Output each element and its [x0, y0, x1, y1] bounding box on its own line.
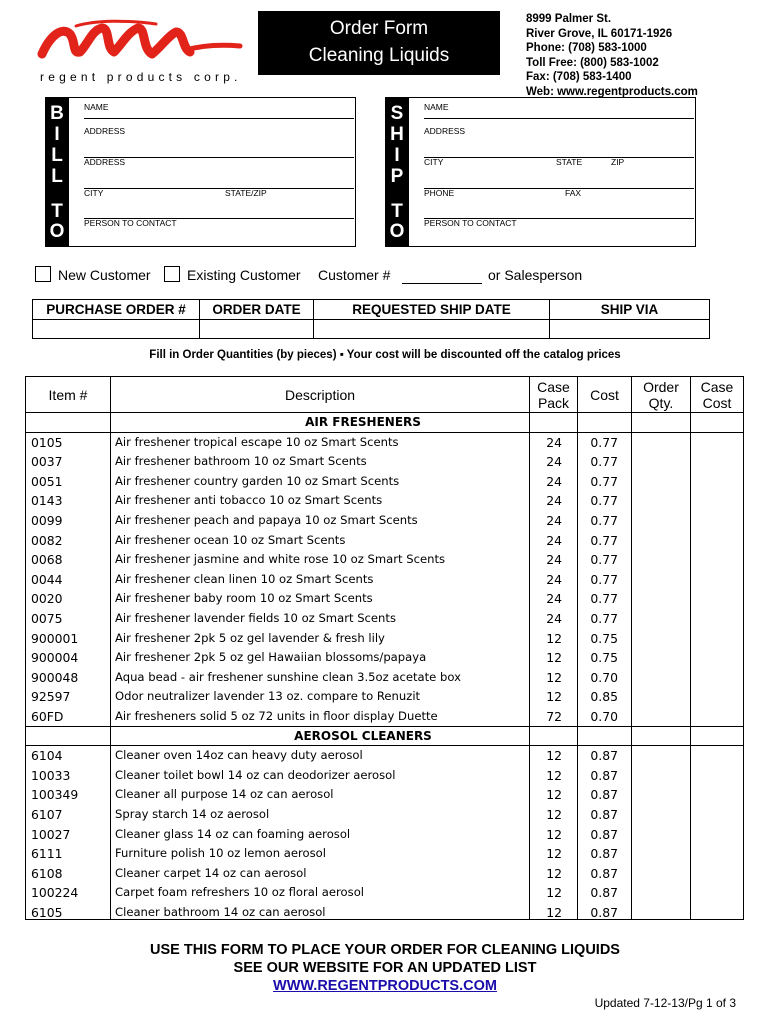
po-number-field[interactable]: [35, 321, 197, 337]
item-number: 0051: [31, 473, 63, 489]
item-description: Air freshener ocean 10 oz Smart Scents: [115, 532, 346, 547]
unit-cost: 0.70: [590, 669, 618, 685]
po-number-header: PURCHASE ORDER #: [33, 300, 199, 320]
salesperson-label: or Salesperson: [488, 267, 583, 283]
customer-number-field[interactable]: [402, 283, 482, 284]
bill-contact-label: PERSON TO CONTACT: [84, 218, 177, 228]
regent-logo-icon: [36, 14, 246, 70]
existing-customer-checkbox[interactable]: [164, 266, 180, 282]
order-qty-input[interactable]: [633, 708, 689, 725]
ship-name-label: NAME: [424, 102, 449, 112]
ship-phone-label: PHONE: [424, 188, 455, 198]
case-pack: 24: [546, 513, 562, 528]
case-pack-header-line1: Case: [537, 379, 570, 395]
table-row: [26, 785, 743, 805]
table-row: [26, 550, 743, 570]
item-description: Cleaner oven 14oz can heavy duty aerosol: [115, 748, 363, 763]
unit-cost: 0.87: [590, 826, 618, 842]
unit-cost: 0.77: [590, 611, 618, 626]
form-title-line1: Order Form: [329, 18, 429, 39]
table-row: [26, 844, 743, 864]
ship-letter: H: [390, 124, 404, 145]
unit-cost: 0.77: [590, 513, 618, 528]
ship-city-field[interactable]: [424, 188, 694, 189]
item-number: 0037: [31, 454, 63, 470]
requested-ship-date-field[interactable]: [316, 321, 547, 337]
table-row: [26, 668, 743, 688]
table-row: [26, 766, 743, 786]
bill-to-label: [45, 97, 69, 247]
case-pack: 12: [546, 767, 562, 783]
table-row: [26, 609, 743, 629]
item-description: Cleaner bathroom 14 oz can aerosol: [115, 905, 326, 919]
unit-cost: 0.85: [590, 689, 618, 705]
case-pack: 24: [546, 454, 562, 470]
order-qty-input[interactable]: [633, 590, 689, 607]
new-customer-label: New Customer: [58, 267, 151, 283]
item-number: 0082: [31, 532, 63, 548]
order-qty-input[interactable]: [633, 904, 689, 921]
case-pack: 12: [546, 905, 562, 920]
case-pack: 24: [546, 532, 562, 548]
bill-letter: L: [51, 145, 63, 166]
unit-cost: 0.75: [590, 630, 618, 646]
table-row: [26, 589, 743, 609]
order-qty-input[interactable]: [633, 492, 689, 509]
unit-cost: 0.77: [590, 532, 618, 548]
table-row: [26, 472, 743, 492]
item-description: Odor neutralizer lavender 13 oz. compare to Renuzit: [115, 689, 421, 704]
requested-ship-date-header: REQUESTED SHIP DATE: [314, 300, 549, 320]
customer-number-label: Customer #: [318, 267, 391, 283]
unit-cost: 0.75: [590, 650, 618, 666]
unit-cost: 0.77: [590, 571, 618, 587]
ship-to-label: [385, 97, 409, 247]
order-qty-input[interactable]: [633, 845, 689, 862]
case-pack: 12: [546, 826, 562, 842]
bill-address1-label: ADDRESS: [84, 126, 126, 136]
case-pack: 72: [546, 709, 562, 724]
table-row: [26, 746, 743, 766]
unit-cost: 0.87: [590, 748, 618, 764]
contact-address: 8999 Palmer St.: [526, 13, 612, 25]
case-pack: 12: [546, 689, 562, 705]
unit-cost: 0.77: [590, 434, 618, 450]
item-number: 900001: [31, 630, 79, 646]
item-number: 6111: [31, 846, 63, 862]
ship-via-field[interactable]: [552, 321, 707, 337]
unit-cost: 0.77: [590, 473, 618, 489]
order-qty-input[interactable]: [633, 865, 689, 882]
item-description: Air freshener baby room 10 oz Smart Scents: [115, 591, 373, 606]
footer-line1: USE THIS FORM TO PLACE YOUR ORDER FOR CLEANING LIQUIDS: [150, 942, 620, 958]
unit-cost: 0.87: [590, 885, 618, 901]
order-qty-input[interactable]: [633, 630, 689, 647]
updated-note: Updated 7-12-13/Pg 1 of 3: [594, 996, 736, 1010]
section-header: AEROSOL CLEANERS: [294, 728, 432, 743]
case-cost-header-line2: Cost: [702, 395, 732, 411]
item-number: 60FD: [31, 709, 64, 724]
ship-address-label: ADDRESS: [424, 126, 466, 136]
unit-cost: 0.87: [590, 787, 618, 803]
unit-cost: 0.87: [590, 767, 618, 783]
item-description: Air freshener country garden 10 oz Smart Scents: [115, 473, 400, 488]
order-qty-input[interactable]: [633, 786, 689, 803]
item-number: 0075: [31, 611, 63, 626]
bill-to-block: [69, 97, 356, 247]
unit-cost: 0.87: [590, 905, 618, 920]
item-description: Air freshener lavender fields 10 oz Smart Scents: [115, 611, 396, 625]
ship-zip-label: ZIP: [611, 157, 625, 167]
case-cost-header-line1: Case: [700, 379, 734, 395]
ship-to-block: [409, 97, 696, 247]
order-qty-input[interactable]: [633, 551, 689, 568]
existing-customer-label: Existing Customer: [187, 267, 301, 283]
cost-header: Cost: [590, 387, 619, 403]
item-description: Carpet foam refreshers 10 oz floral aerosol: [115, 885, 365, 900]
bill-address2-field[interactable]: [84, 188, 354, 189]
item-description: Air freshener peach and papaya 10 oz Smart Scents: [115, 513, 418, 527]
order-qty-input[interactable]: [633, 453, 689, 470]
new-customer-checkbox[interactable]: [35, 266, 51, 282]
ship-letter: O: [389, 221, 405, 242]
table-row: [26, 629, 743, 649]
ship-letter: I: [394, 145, 400, 166]
table-row: [26, 511, 743, 531]
bill-city-label: CITY: [84, 188, 104, 198]
item-number: 0099: [31, 513, 63, 528]
table-row: [26, 531, 743, 551]
contact-fax: Fax: (708) 583-1400: [526, 71, 632, 84]
item-description: Aqua bead - air freshener sunshine clean 3.5oz acetate box: [115, 669, 461, 684]
order-qty-input[interactable]: [633, 610, 689, 627]
case-cost-header: [691, 379, 743, 411]
case-pack: 12: [546, 787, 562, 803]
website-link[interactable]: WWW.REGENTPRODUCTS.COM: [273, 978, 497, 994]
ship-city-label: CITY: [424, 157, 444, 167]
case-pack: 12: [546, 846, 562, 862]
table-row: [26, 687, 743, 707]
order-qty-input[interactable]: [633, 473, 689, 490]
order-qty-input[interactable]: [633, 669, 689, 686]
item-number: 0044: [31, 571, 63, 587]
item-description: Cleaner toilet bowl 14 oz can deodorizer aerosol: [115, 767, 396, 782]
item-description: Air freshener 2pk 5 oz gel lavender & fresh lily: [115, 630, 385, 645]
item-number: 6108: [31, 865, 63, 881]
case-pack: 24: [546, 434, 562, 450]
contact-phone: Phone: (708) 583-1000: [526, 42, 647, 55]
case-pack: 12: [546, 807, 562, 822]
table-row: [26, 903, 743, 923]
order-qty-input[interactable]: [633, 806, 689, 823]
bill-state-zip-label: STATE/ZIP: [225, 188, 267, 198]
contact-web: Web: www.regentproducts.com: [526, 85, 698, 98]
order-qty-input[interactable]: [633, 434, 689, 451]
order-qty-input[interactable]: [633, 532, 689, 549]
unit-cost: 0.77: [590, 493, 618, 509]
item-description: Air freshener clean linen 10 oz Smart Scents: [115, 571, 374, 586]
case-pack: 12: [546, 865, 562, 881]
unit-cost: 0.77: [590, 591, 618, 607]
unit-cost: 0.87: [590, 846, 618, 862]
item-number: 900048: [31, 669, 79, 685]
order-qty-input[interactable]: [633, 747, 689, 764]
table-row: [26, 825, 743, 845]
case-pack: 24: [546, 473, 562, 489]
ship-letter: S: [390, 103, 404, 124]
unit-cost: 0.87: [590, 865, 618, 881]
item-number: 100224: [31, 885, 79, 901]
item-description: Air freshener anti tobacco 10 oz Smart Scents: [115, 493, 383, 508]
ship-fax-label: FAX: [565, 188, 582, 198]
case-pack-header: [530, 379, 577, 411]
item-description: Air freshener 2pk 5 oz gel Hawaiian blossoms/papaya: [115, 650, 427, 665]
order-qty-header-line2: Qty.: [648, 395, 674, 411]
case-pack: 24: [546, 591, 562, 607]
footer-line2: SEE OUR WEBSITE FOR AN UPDATED LIST: [233, 960, 537, 976]
bill-letter: O: [49, 221, 65, 242]
table-row: [26, 805, 743, 825]
case-pack: 24: [546, 571, 562, 587]
item-description: Air freshener tropical escape 10 oz Smart Scents: [115, 434, 399, 449]
item-number: 10033: [31, 767, 71, 783]
case-pack: 12: [546, 650, 562, 666]
fill-note: Fill in Order Quantities (by pieces) ▪ Your cost will be discounted off the catalog prices: [149, 349, 621, 361]
item-description: Cleaner carpet 14 oz can aerosol: [115, 865, 307, 880]
bill-name-field[interactable]: [84, 118, 354, 119]
unit-cost: 0.77: [590, 454, 618, 470]
table-row: [26, 864, 743, 884]
order-date-header: ORDER DATE: [200, 300, 313, 320]
order-qty-header: [632, 379, 690, 411]
ship-letter: T: [391, 201, 403, 222]
order-qty-input[interactable]: [633, 826, 689, 843]
case-pack: 24: [546, 611, 562, 626]
table-row: [26, 883, 743, 903]
contact-toll-free: Toll Free: (800) 583-1002: [526, 56, 659, 69]
ship-via-header: SHIP VIA: [550, 300, 709, 320]
item-number: 6104: [31, 748, 63, 764]
item-number: 100349: [31, 787, 79, 803]
ship-name-field[interactable]: [424, 118, 694, 119]
bill-letter: L: [51, 166, 63, 187]
case-pack: 12: [546, 748, 562, 764]
contact-city: River Grove, IL 60171-1926: [526, 27, 673, 40]
bill-address2-label: ADDRESS: [84, 157, 126, 167]
item-number: 900004: [31, 650, 79, 666]
order-qty-input[interactable]: [633, 688, 689, 705]
bill-letter: T: [51, 201, 63, 222]
table-row: [26, 452, 743, 472]
item-number: 0105: [31, 434, 63, 450]
item-number: 6107: [31, 807, 63, 822]
unit-cost: 0.70: [590, 709, 618, 724]
brand-name: regent products corp.: [40, 70, 242, 84]
form-title-line2: Cleaning Liquids: [308, 45, 450, 66]
unit-cost: 0.77: [590, 552, 618, 568]
purchase-order-table: [32, 299, 710, 339]
item-description: Air freshener jasmine and white rose 10 oz Smart Scents: [115, 552, 446, 567]
item-number-header: Item #: [48, 387, 88, 403]
case-pack: 12: [546, 885, 562, 901]
company-contact: [526, 12, 698, 100]
item-number: 6105: [31, 905, 63, 920]
ship-letter: P: [390, 166, 404, 187]
item-description: Air fresheners solid 5 oz 72 units in floor display Duette: [115, 709, 438, 723]
case-pack: 24: [546, 552, 562, 568]
order-qty-header-line1: Order: [643, 379, 679, 395]
bill-letter: I: [54, 124, 60, 145]
order-date-field[interactable]: [202, 321, 311, 337]
table-row: [26, 433, 743, 453]
item-number: 0143: [31, 493, 63, 509]
order-qty-input[interactable]: [633, 571, 689, 588]
items-table: [25, 376, 744, 920]
item-description: Cleaner all purpose 14 oz can aerosol: [115, 787, 334, 802]
table-row: [26, 570, 743, 590]
unit-cost: 0.87: [590, 807, 618, 822]
ship-state-label: STATE: [556, 157, 583, 167]
table-row: [26, 491, 743, 511]
item-number: 10027: [31, 826, 71, 842]
item-number: 0068: [31, 552, 63, 568]
case-pack: 12: [546, 630, 562, 646]
order-qty-input[interactable]: [633, 512, 689, 529]
table-row: [26, 707, 743, 727]
item-description: Spray starch 14 oz aerosol: [115, 807, 270, 821]
order-qty-input[interactable]: [633, 767, 689, 784]
ship-contact-label: PERSON TO CONTACT: [424, 218, 517, 228]
case-pack-header-line2: Pack: [537, 395, 570, 411]
item-description: Air freshener bathroom 10 oz Smart Scents: [115, 454, 367, 469]
item-description: Cleaner glass 14 oz can foaming aerosol: [115, 826, 351, 841]
bill-letter: B: [50, 103, 64, 124]
bill-name-label: NAME: [84, 102, 109, 112]
item-number: 0020: [31, 591, 63, 607]
case-pack: 12: [546, 669, 562, 685]
order-qty-input[interactable]: [633, 649, 689, 666]
case-pack: 24: [546, 493, 562, 509]
table-row: [26, 648, 743, 668]
section-header: AIR FRESHENERS: [305, 415, 421, 429]
order-qty-input[interactable]: [633, 884, 689, 901]
description-header: Description: [284, 387, 356, 403]
item-description: Furniture polish 10 oz lemon aerosol: [115, 846, 326, 861]
form-title: [258, 11, 500, 75]
item-number: 92597: [31, 689, 71, 705]
